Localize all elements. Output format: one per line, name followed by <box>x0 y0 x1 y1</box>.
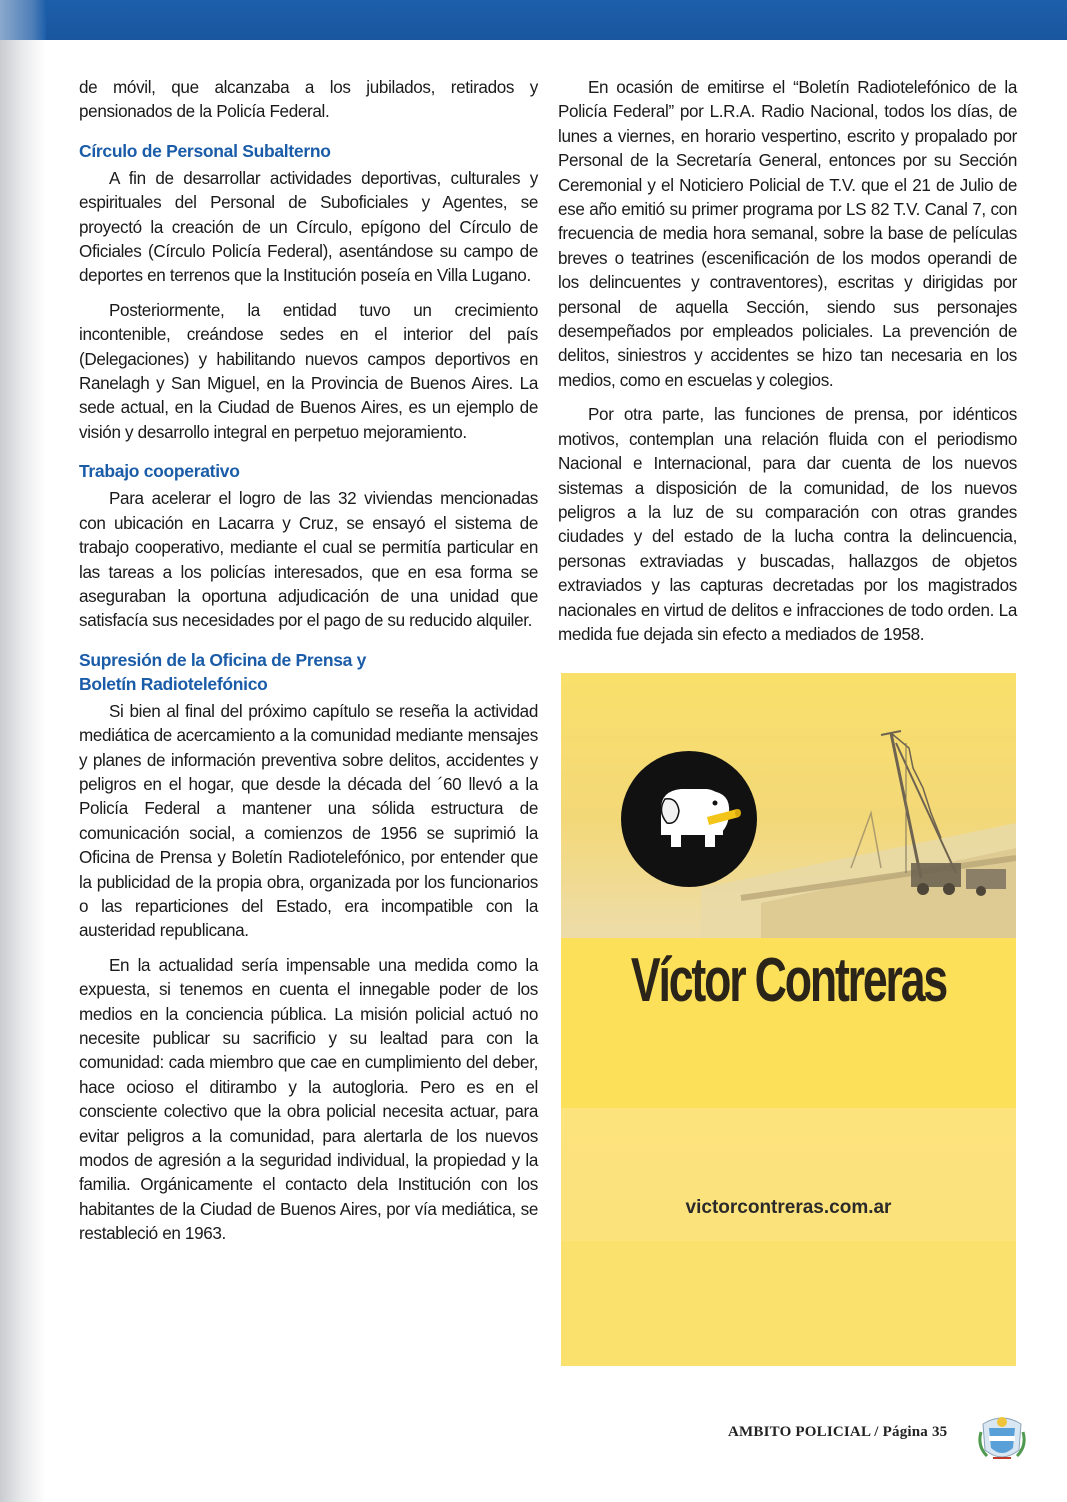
right-column <box>558 76 1017 657</box>
paragraph-circulo-1: A fin de desarrollar actividades deportivas, culturales y espirituales del Personal de Suboficiales y Agentes, se proyectó la creación de un Círculo, epígono del Círculo de Oficiales (Círculo Policía Federal), asentándose su campo de deportes en terrenos que la Institución poseía en Villa Lugano. <box>79 168 538 286</box>
publication-name: AMBITO POLICIAL <box>728 1424 871 1440</box>
brand-name: Víctor Contreras <box>630 946 947 1015</box>
paragraph-prensa: Por otra parte, las funciones de prensa, por idénticos motivos, contemplan una relación fluida con el periodismo Nacional e Internacional, para dar cuenta de los nuevos sistemas a disposición de la comunidad, de los nuevos peligros a la luz de su comparación con otras grandes ciudades y del estado de la lucha contra la delincuencia, personas extraviadas y buscadas, hallazgos de objetos extraviados y las capturas decretadas por los magistrados nacionales en virtud de delitos e infracciones de todo orden. La medida fue dejada sin efecto a mediados de 1958. <box>558 405 1017 644</box>
heading-supresion-line-1: Supresión de la Oficina de Prensa y <box>79 649 367 670</box>
brand-logo-circle <box>621 751 757 887</box>
top-header-band <box>0 0 1067 40</box>
page-spine-shadow <box>0 0 46 1502</box>
heading-circulo: Círculo de Personal Subalterno <box>79 140 331 161</box>
paragraph-trabajo: Para acelerar el logro de las 32 viviendas mencionadas con ubicación en Lacarra y Cruz, se ensayó el sistema de trabajo cooperativo, mediante el cual se permitía particular en las tareas a los policías interesados, que en esa forma se aseguraban la oportuna adjudicación de una unidad que satisfacía sus necesidades por el pago de su reducido alquiler. <box>79 489 538 631</box>
police-crest-icon <box>977 1410 1027 1466</box>
paragraph-supresion-2: En la actualidad sería impensable una medida como la expuesta, si tenemos en cuenta el innegable poder de los medios en la conciencia pública. La misión policial actuó no necesite publicar su sacrificio y su lealtad para con la comunidad: cada miembro que cae en cumplimiento del deber, hace ocioso el ditirambo y la autogloria. Pero es en el consciente colectivo que la obra policial necesita actuar, para evitar peligros a la comunidad, para alertarla de los nuevos modos de agresión a la seguridad individual, la propiedad y la familia. Orgánicamente el contacto dela Institución con los habitantes de la Ciudad de Buenos Aires, por vía mediática, se restableció en 1963. <box>79 955 538 1244</box>
left-column <box>79 76 538 1257</box>
ad-bottom-band <box>561 1241 1016 1366</box>
footer-separator: / <box>870 1424 883 1440</box>
page-spine-top <box>0 0 46 40</box>
paragraph-circulo-2: Posteriormente, la entidad tuvo un crecimiento incontenible, creándose sedes en el interior del país (Delegaciones) y habilitando nuevos campos deportivos en Ranelagh y San Miguel, en la Provincia de Buenos Aires. La sede actual, en la Ciudad de Buenos Aires, es un ejemplo de visión y desarrollo integral en perpetuo mejoramiento. <box>79 300 538 442</box>
paragraph-continuation: de móvil, que alcanzaba a los jubilados, retirados y pensionados de la Policía Federal. <box>79 78 538 122</box>
advertisement[interactable] <box>561 673 1016 1366</box>
heading-supresion-line-2: Boletín Radiotelefónico <box>79 673 268 694</box>
paragraph-boletin: En ocasión de emitirse el “Boletín Radiotelefónico de la Policía Federal” por L.R.A. Radio Nacional, todos los días, de lunes a viernes, en horario vespertino, escrito y propalado por Personal de la Secretaría General, entonces por su Sección Ceremonial y el Noticiero Policial de T.V. que el 21 de Julio de ese año emitió su primer programa por LS 82 T.V. Canal 7, con frecuencia de media hora semanal, sobre la base de películas breves o teatrines (escenificación de los modos operandi de los delincuentes y contraventores), escritas y dirigidas por personal de aquella Sección, siendo sus personajes desempeñados por empleados policiales. La prevención de delitos, siniestros y accidentes se hizo tan necesaria en los medios, como en escuelas y colegios. <box>558 78 1017 390</box>
page-number: Página 35 <box>882 1424 948 1440</box>
page-footer <box>728 1424 947 1441</box>
paragraph-supresion-1: Si bien al final del próximo capítulo se reseña la actividad mediática de acercamiento a la comunidad mediante mensajes y planes de información preventiva sobre delitos, accidentes y peligros en el hogar, que desde la década del ´60 llevó a la Policía Federal a mantener una sólida estructura de comunicación social, a comienzos de 1956 se suprimió la Oficina de Prensa y Boletín Radiotelefónico, por entender que la publicidad de la propia obra, organizada por los funcionarios o las reparticiones del Estado, era incompatible con la austeridad republicana. <box>79 701 538 941</box>
heading-trabajo: Trabajo cooperativo <box>79 461 240 482</box>
elephant-icon <box>621 751 757 887</box>
heading-supresion <box>79 648 538 696</box>
brand-website-link[interactable]: victorcontreras.com.ar <box>685 1197 892 1218</box>
